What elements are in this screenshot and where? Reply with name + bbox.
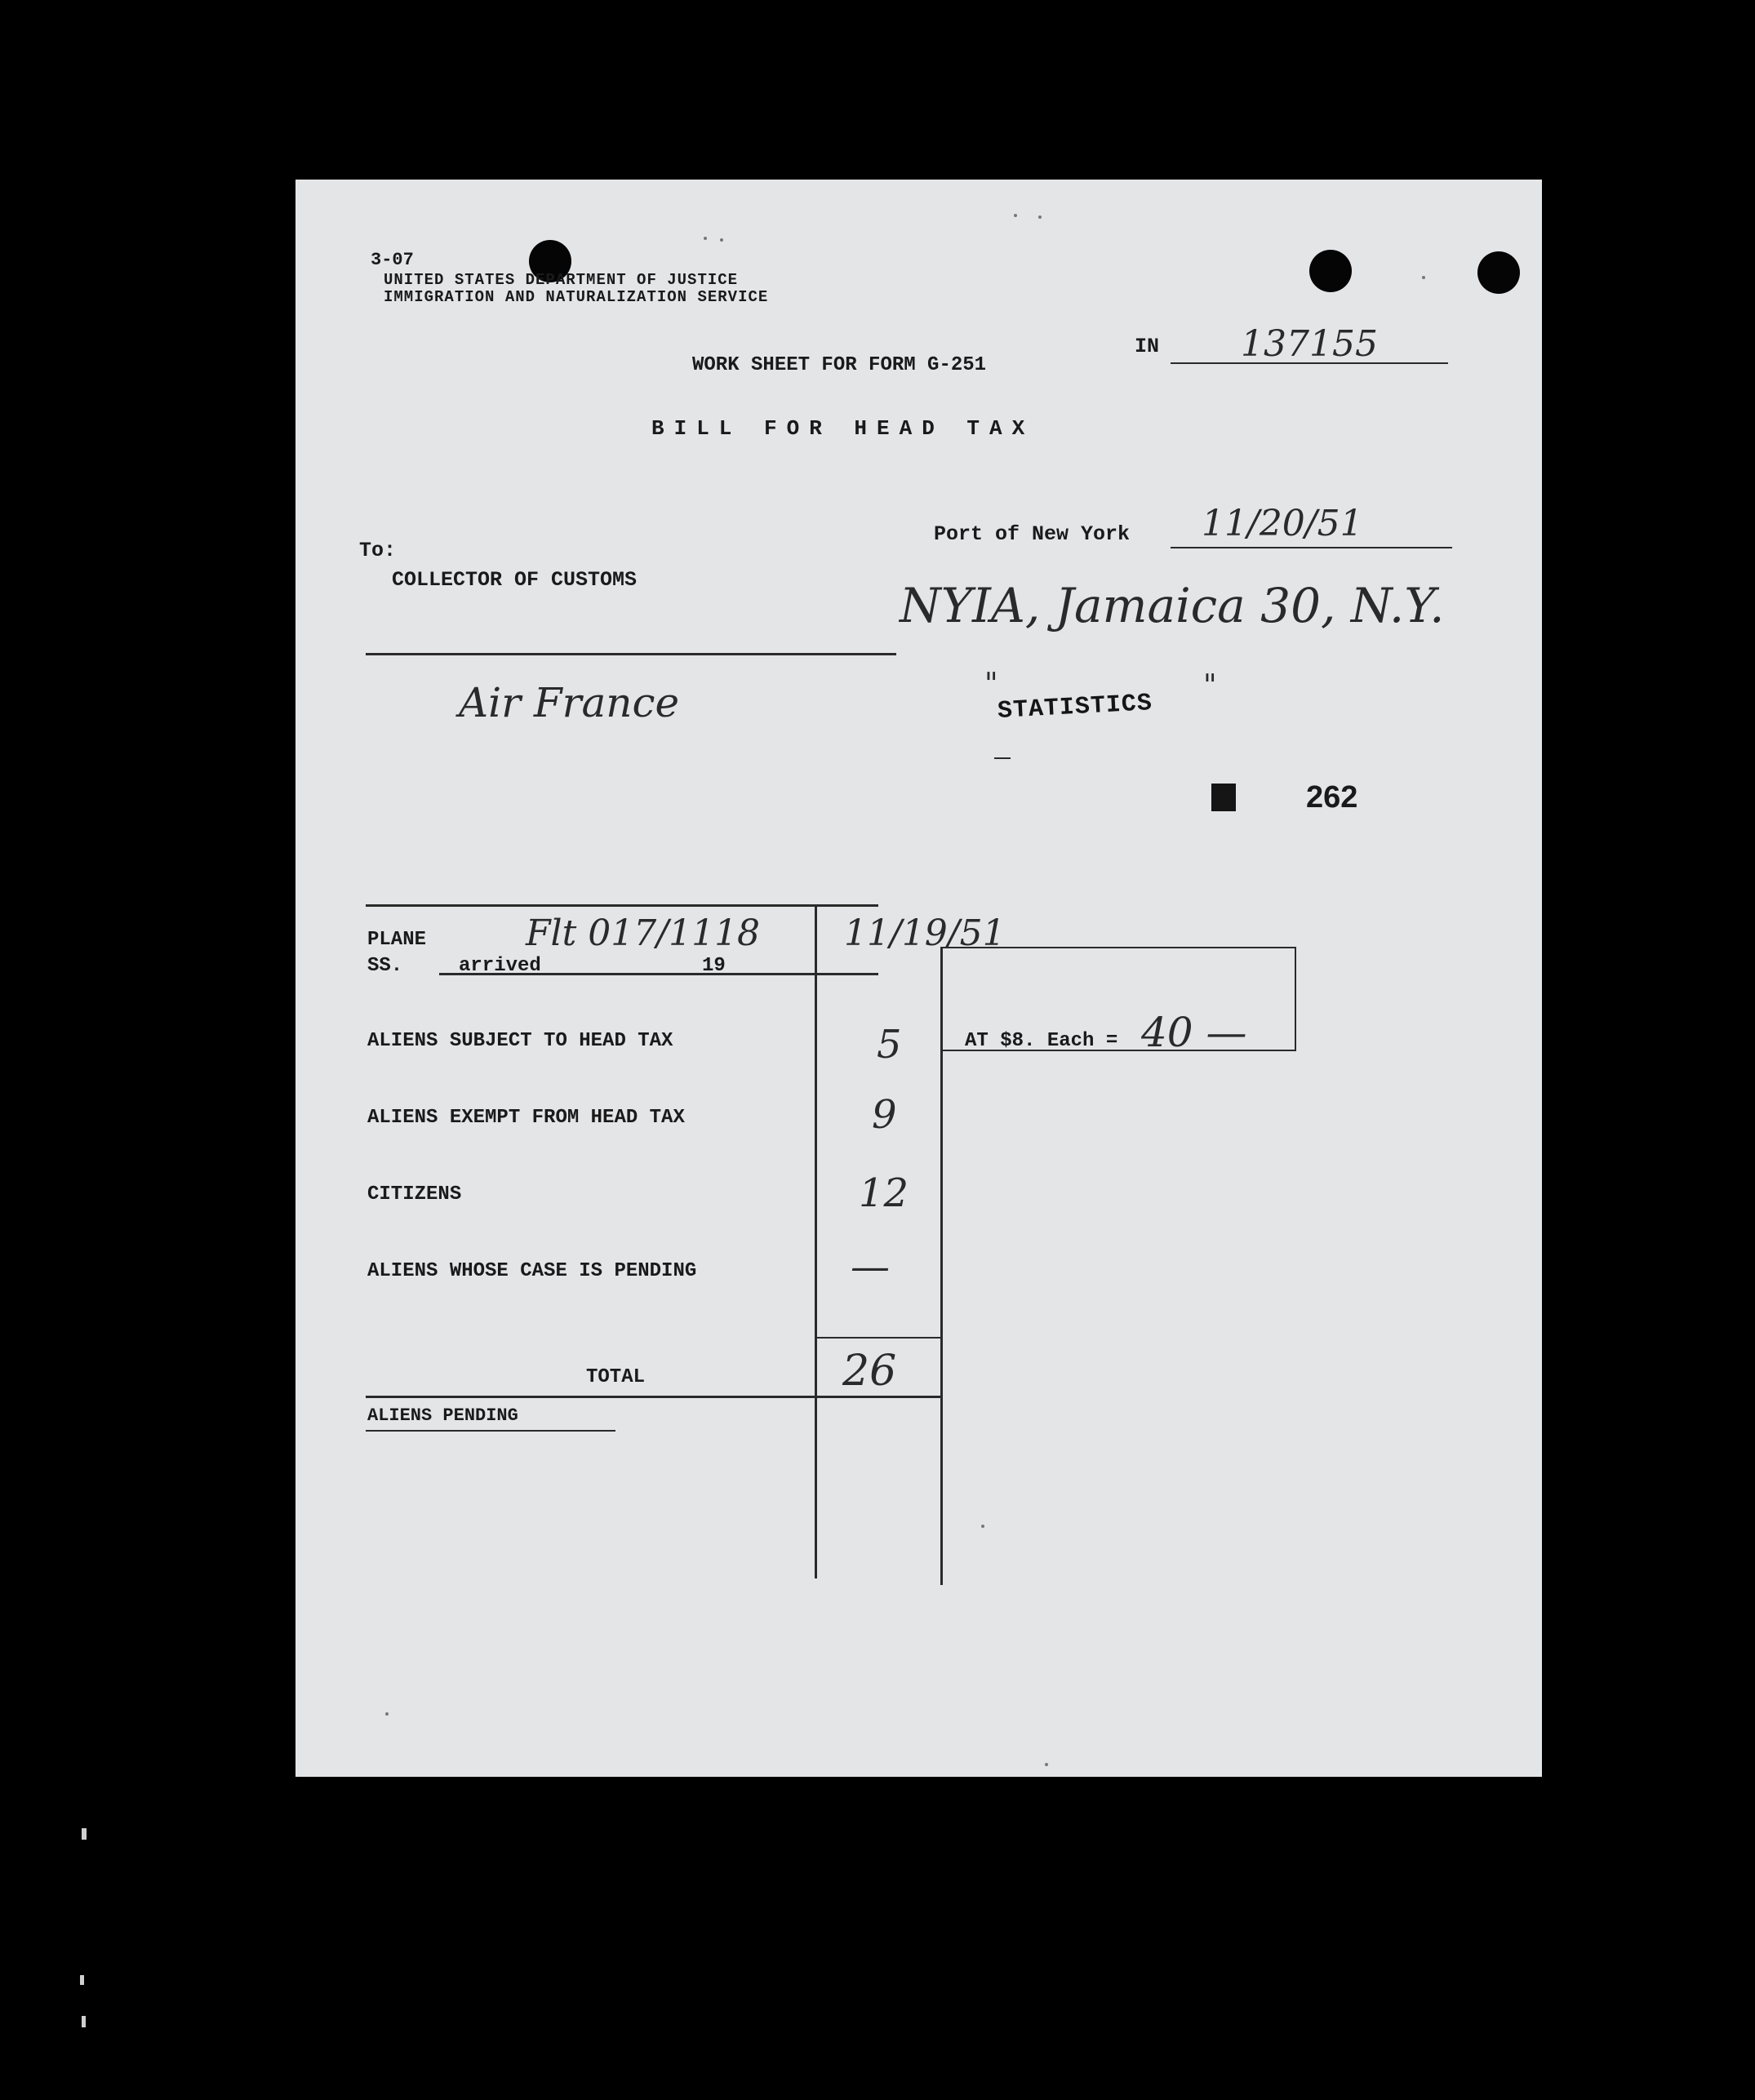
tax-rate-label: AT $8. Each = xyxy=(965,1030,1118,1052)
agency-line-2: IMMIGRATION AND NATURALIZATION SERVICE xyxy=(384,288,769,306)
ditto-mark-left: " xyxy=(984,668,998,701)
film-mark xyxy=(82,1828,87,1840)
row-value-exempt: 9 xyxy=(872,1092,897,1138)
row-value-subject: 5 xyxy=(877,1022,902,1068)
table-divider-left xyxy=(815,904,817,1578)
rate-box-right xyxy=(1295,947,1296,1051)
punch-hole xyxy=(1309,250,1352,292)
plane-label: PLANE xyxy=(367,929,427,951)
in-label: IN xyxy=(1135,335,1160,358)
ss-label: SS. xyxy=(367,955,403,977)
speck xyxy=(704,237,707,240)
bill-title: BILL FOR HEAD TAX xyxy=(651,416,1035,441)
statistics-stamp: STATISTICS xyxy=(997,690,1153,726)
addressee-line xyxy=(366,653,896,655)
row-label-subject: ALIENS SUBJECT TO HEAD TAX xyxy=(367,1030,673,1052)
document-page xyxy=(295,180,1542,1777)
row-label-pending: ALIENS WHOSE CASE IS PENDING xyxy=(367,1260,697,1282)
port-date: 11/20/51 xyxy=(1202,503,1363,544)
table-bottom-line xyxy=(366,1396,942,1398)
agency-line-1: UNITED STATES DEPARTMENT OF JUSTICE xyxy=(384,271,739,289)
port-date-line xyxy=(1171,547,1452,548)
speck xyxy=(1422,276,1425,279)
punch-hole xyxy=(1477,251,1520,294)
arrival-date: 11/19/51 xyxy=(844,912,1006,954)
to-label: To: xyxy=(359,539,397,562)
stamp-blot xyxy=(1211,784,1236,811)
worksheet-title: WORK SHEET FOR FORM G-251 xyxy=(692,354,987,376)
row-label-exempt: ALIENS EXEMPT FROM HEAD TAX xyxy=(367,1107,685,1129)
port-label: Port of New York xyxy=(934,522,1131,546)
total-label: TOTAL xyxy=(586,1366,646,1388)
addressee: COLLECTOR OF CUSTOMS xyxy=(392,568,638,592)
ditto-mark-right: " xyxy=(1203,669,1217,703)
row-label-citizens: CITIZENS xyxy=(367,1183,462,1205)
handwritten-carrier: Air France xyxy=(459,679,680,726)
speck xyxy=(981,1525,984,1528)
table-top-line xyxy=(366,904,878,907)
speck xyxy=(720,238,723,242)
speck xyxy=(1014,214,1017,217)
speck xyxy=(385,1712,389,1716)
row-value-pending: — xyxy=(851,1244,890,1290)
total-top-line xyxy=(815,1337,943,1339)
speck xyxy=(1045,1763,1048,1766)
film-mark xyxy=(80,1975,84,1985)
handwritten-location: NYIA, Jamaica 30, N.Y. xyxy=(900,578,1445,633)
in-number: 137155 xyxy=(1241,323,1378,365)
speck xyxy=(1038,215,1042,219)
stamp-dash xyxy=(994,757,1011,759)
aliens-pending-line xyxy=(366,1430,615,1432)
year-prefix: 19 xyxy=(702,955,726,977)
total-value: 26 xyxy=(842,1347,897,1396)
form-code: 3-07 xyxy=(371,250,414,270)
tax-amount: 40 — xyxy=(1141,1009,1247,1056)
film-mark xyxy=(82,2016,86,2027)
row-value-citizens: 12 xyxy=(859,1170,909,1216)
table-divider-right xyxy=(940,947,943,1585)
aliens-pending-label: ALIENS PENDING xyxy=(367,1405,518,1426)
flight-number: Flt 017/1118 xyxy=(526,912,761,954)
arrived-label: arrived xyxy=(459,955,541,977)
stamp-number: 262 xyxy=(1306,780,1358,815)
